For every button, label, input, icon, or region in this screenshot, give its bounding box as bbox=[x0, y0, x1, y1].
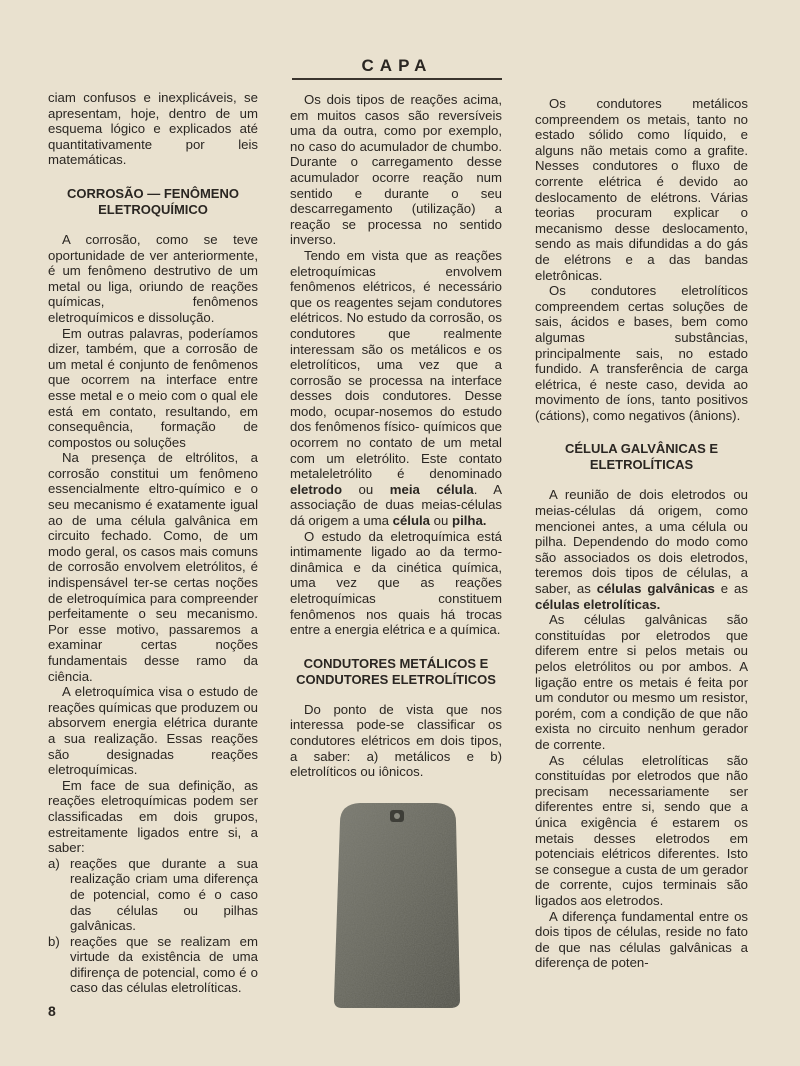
bold-term: células eletrolíticas. bbox=[535, 596, 661, 612]
section-title: CAPA bbox=[361, 56, 433, 75]
section-heading: CONDUTORES METÁLICOS E CONDUTORES ELETROLÍTICOS bbox=[296, 655, 496, 687]
list-item-text: reações que durante a sua realização criam uma diferença de potencial, como é o caso das células ou pilhas galvânicas. bbox=[70, 855, 258, 934]
paragraph: Os condutores eletrolíticos compreendem certas soluções de sais, ácidos e bases, bem como algumas substâncias, principalmente sais, no estado fundido. A transferência de carga elétrica, é neste caso, devida ao movimento de íons, tanto positivos (cátions), como negativos (ânions). bbox=[535, 283, 748, 423]
paragraph: O estudo da eletroquímica está intimamente ligado ao da termo- dinâmica e da cinética química, uma vez que as reações eletroquímicas constituem fenômenos nos quais há trocas entre a energia elétrica e a química. bbox=[290, 528, 502, 638]
bold-term: células galvânicas bbox=[596, 581, 715, 597]
column-3 bbox=[535, 96, 748, 971]
paragraph bbox=[290, 248, 502, 529]
column-1 bbox=[48, 90, 258, 996]
bold-term: célula bbox=[392, 513, 431, 529]
paragraph: Os condutores metálicos compreendem os metais, tanto no estado sólido como líquido, e alguns não metais como a grafite. Nesses condutores o fluxo de corrente elétrica é devido ao deslocamento de elétrons. Várias teorias procuram explicar o mecanismo desse deslocamento, sendo as mais difundidas a do gás de elétrons e a das bandas eletrônicas. bbox=[535, 96, 748, 283]
list-item bbox=[48, 934, 258, 996]
paragraph: As células eletrolíticas são constituídas por eletrodos que não precisam necessariamente ser diferentes entre si, sendo que a única exigência é estarem os metais desses eletrodos em potenciais elétricos diferentes. Isto se consegue a custa de um gerador de corrente, cujos terminais são ligados aos eletrodos. bbox=[535, 752, 748, 908]
paragraph: Em face de sua definição, as reações eletroquímicas podem ser classificadas em dois grupos, estreitamente ligados entre si, a saber: bbox=[48, 777, 258, 856]
list-item-label: a) bbox=[48, 855, 60, 871]
text-run: Tendo em vista que as reações eletroquímicas envolvem fenômenos elétricos, é necessário que os reagentes sejam condutores elétricos. No estudo da corrosão, os condutores que realmente interessam são os metálicos e os eletrolíticos, uma vez que a corrosão se processa na interface desses dois condutores. Desse modo, ocupar-nosemos do estudo dos fenômenos físico- químicos que ocorrem no contato de um metal com um eletrólito. Este contato metaleletrólito é denominado bbox=[290, 247, 502, 482]
paragraph: Em outras palavras, poderíamos dizer, também, que a corrosão de um metal é conjunto de fenômenos que ocorrem na interface entre esse metal e o meio com o qual ele está em contato, resultando, em consequência, formação de compostos ou soluções bbox=[48, 325, 258, 450]
column-2 bbox=[290, 92, 502, 780]
bold-term: eletrodo bbox=[290, 481, 343, 497]
paragraph: Do ponto de vista que nos interessa pode-se classificar os condutores elétricos em dois tipos, a saber: a) metálicos e b) eletrolíticos ou iônicos. bbox=[290, 701, 502, 780]
section-heading: CÉLULA GALVÂNICAS E ELETROLÍTICAS bbox=[564, 441, 719, 473]
text-run: . A associação de duas meias-células dá origem a uma bbox=[290, 481, 503, 529]
paragraph: A corrosão, como se teve oportunidade de ver anteriormente, é um fenômeno destrutivo de um metal ou liga, oriundo de reações químicas, fenômenos eletroquímicos e dissolução. bbox=[48, 231, 258, 325]
list-item-text: reações que se realizam em virtude da existência de uma difirença de potencial, como é o caso das células eletrolíticas. bbox=[70, 933, 258, 996]
bold-term: meia célula bbox=[389, 481, 474, 497]
bold-term: pilha. bbox=[452, 513, 487, 529]
list-item-label: b) bbox=[48, 933, 60, 949]
paragraph: A diferença fundamental entre os dois tipos de células, reside no fato de que nas células galvânicas a diferença de poten- bbox=[535, 908, 748, 971]
paragraph: Os dois tipos de reações acima, em muitos casos são reversíveis uma da outra, como por exemplo, no caso do acumulador de chumbo. Durante o carregamento desse acumulador ocorre reação num sentido e durante o seu descarregamento (utilização) a reação se processa no sentido inverso. bbox=[290, 92, 502, 248]
paragraph: Na presença de eltrólitos, a corrosão constitui um fenômeno essencialmente eltro-químico e o seu mecanismo é exatamente igual ao de uma célula galvânica em circuito fechado. Como, de um modo geral, os casos mais comuns de corrosão envolvem eletrólitos, é indispensável ter-se certas noções de eletroquímica para compreender perfeitamente o seu mecanismo. Por esse motivo, passaremos a examinar certas noções fundamentais desse ramo da ciência. bbox=[48, 450, 258, 684]
header-rule bbox=[292, 78, 502, 80]
text-run: A reunião de dois eletrodos ou meias-células dá origem, como mencionei antes, a uma célula ou pilha. Dependendo do modo como são associados os dois eletrodos, teremos dois tipos de células, a saber, as bbox=[535, 487, 748, 597]
text-run: ou bbox=[430, 513, 453, 529]
paragraph bbox=[535, 487, 748, 612]
page-number: 8 bbox=[48, 1003, 56, 1019]
list-item bbox=[48, 856, 258, 934]
paragraph: As células galvânicas são constituídas por eletrodos que diferem entre si pelos metais ou pelos eletrólitos ou por ambos. A ligação entre os metais é feita por um condutor ou mesmo um resistor, porém, com a condição de que não exista no circuito nenhum gerador de corrente. bbox=[535, 612, 748, 752]
paragraph: ciam confusos e inexplicáveis, se apresentam, hoje, dentro de um esquema lógico e explicados até quantitativamente por leis matemáticas. bbox=[48, 90, 258, 168]
reaction-list bbox=[48, 856, 258, 996]
section-heading: CORROSÃO — FENÔMENO ELETROQUÍMICO bbox=[67, 185, 239, 217]
text-run: ou bbox=[342, 481, 390, 497]
text-run: e as bbox=[714, 581, 748, 597]
corroded-metal-plate-icon bbox=[330, 800, 466, 1010]
paragraph: A eletroquímica visa o estudo de reações químicas que produzem ou absorvem energia elétrica durante a sua realização. Essas reações são designadas reações eletroquímicas. bbox=[48, 684, 258, 778]
